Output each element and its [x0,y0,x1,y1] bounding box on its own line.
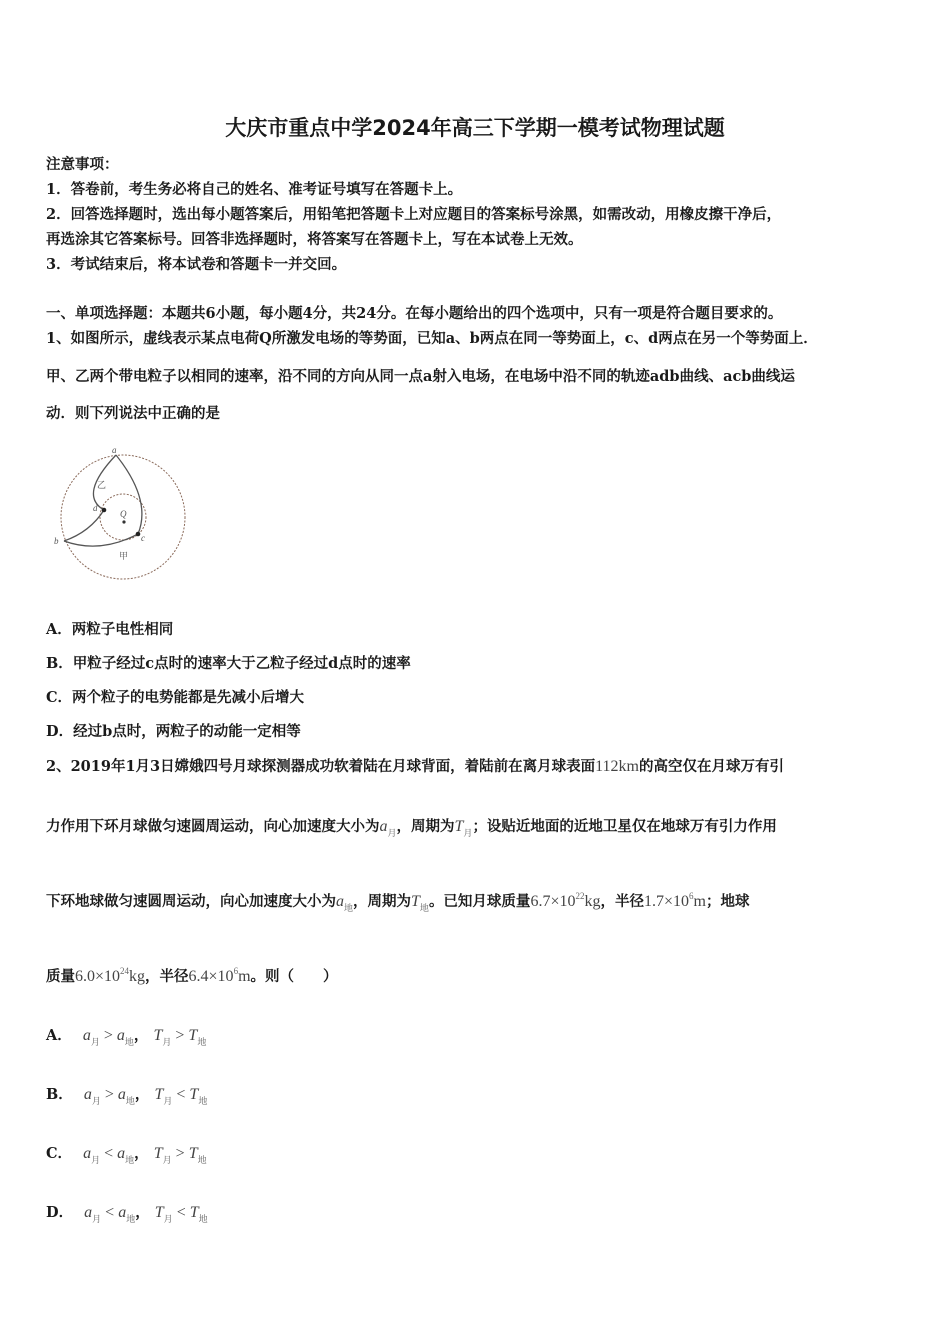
charge-q-point [122,520,125,523]
question-2-line-4 [46,965,338,986]
q2-text-7: ，周期为 [353,893,412,910]
q2-text-8: 。已知月球质量 [428,893,531,910]
question-1-stem-line-1: 1、如图所示，虚线表示某点电荷Q所激发电场的等势面，已知a、b两点在同一等势面上，c、d两点在另一个等势面上． [46,330,818,347]
q2-option-a: A． $a_月 > a_地$， $T_月 > T_地$ [46,1027,207,1047]
q1-option-b: B．甲粒子经过c点时的速率大于乙粒子经过d点时的速率 [46,655,411,672]
label-jia: 甲 [119,552,129,562]
notice-item-2-line-1: 2．回答选择题时，选出每小题答案后，用铅笔把答题卡上对应题目的答案标号涂黑，如需改动，用橡皮擦干净后， [46,206,782,223]
notice-item-1: 1．答卷前，考生务必将自己的姓名、准考证号填写在答题卡上。 [46,181,463,198]
earth-radius-value: $6.4\times 10^6m$ [188,966,251,985]
q2-text-10: ；地球 [705,893,750,910]
q2-text-3: 力作用下环月球做匀速圆周运动，向心加速度大小为 [46,818,380,835]
earth-mass-value: $6.0\times 10^{24}kg$ [75,966,146,985]
t-moon-symbol: $T_月$ [454,818,473,838]
notice-item-3: 3．考试结束后，将本试卷和答题卡一并交回。 [46,256,347,273]
q2-height-value: 112km [595,758,639,775]
question-2-line-2 [46,815,777,839]
q2-text-13: 。则（ ） [250,968,338,985]
point-c [136,532,141,537]
trajectory-adb [64,455,116,541]
q2-option-b: B． $a_月 > a_地$， $T_月 < T_地$ [46,1086,208,1106]
q2-text-2: 的高空仅在月球万有引 [638,758,784,775]
trajectory-acb [64,455,142,546]
equipotential-diagram [50,440,198,590]
label-d: d [93,503,98,513]
page-title: 大庆市重点中学2024年高三下学期一模考试物理试题 [225,116,725,140]
q2-text-5: ；设贴近地面的近地卫星仅在地球万有引力作用 [472,818,777,835]
q1-option-d: D．经过b点时，两粒子的动能一定相等 [46,723,301,740]
label-c: c [141,533,145,543]
notice-heading: 注意事项： [46,156,119,173]
a-moon-symbol: $a_月$ [379,818,397,838]
question-1-stem-line-2: 甲、乙两个带电粒子以相同的速率，沿不同的方向从同一点a射入电场，在电场中沿不同的轨迹adb曲线、acb曲线运 [46,368,795,385]
q2-text-12: ，半径 [145,968,189,985]
label-q: Q [120,509,127,519]
label-a: a [112,445,117,455]
a-earth-symbol: $a_地$ [336,893,354,913]
q1-option-c: C．两个粒子的电势能都是先减小后增大 [46,689,305,706]
moon-radius-value: $1.7\times 10^6m$ [643,891,706,910]
q2-option-c: C． $a_月 < a_地$， $T_月 > T_地$ [46,1145,207,1165]
label-b: b [54,536,59,546]
q2-option-d: D． $a_月 < a_地$， $T_月 < T_地$ [46,1204,208,1224]
q2-text-4: ，周期为 [396,818,455,835]
question-2-line-1 [46,755,784,776]
question-1-stem-line-3: 动．则下列说法中正确的是 [46,405,220,422]
q2-text-6: 下环地球做匀速圆周运动，向心加速度大小为 [46,893,336,910]
section-1-heading: 一、单项选择题：本题共6小题，每小题4分，共24分。在每小题给出的四个选项中，只有一项是符合题目要求的。 [46,305,783,322]
q1-option-a: A．两粒子电性相同 [46,621,174,638]
question-2-line-3 [46,890,749,914]
t-earth-symbol: $T_地$ [411,893,429,913]
q2-text-11: 质量 [46,968,75,985]
moon-mass-value: $6.7\times 10^{22}kg$ [530,891,601,910]
q2-text-9: ，半径 [600,893,644,910]
label-yi: 乙 [97,481,107,491]
notice-item-2-line-2: 再选涂其它答案标号。回答非选择题时，将答案写在答题卡上，写在本试卷上无效。 [46,231,583,248]
point-d [102,508,107,513]
q2-text-1: 2、2019年1月3日嫦娥四号月球探测器成功软着陆在月球背面，着陆前在离月球表面 [46,758,596,775]
